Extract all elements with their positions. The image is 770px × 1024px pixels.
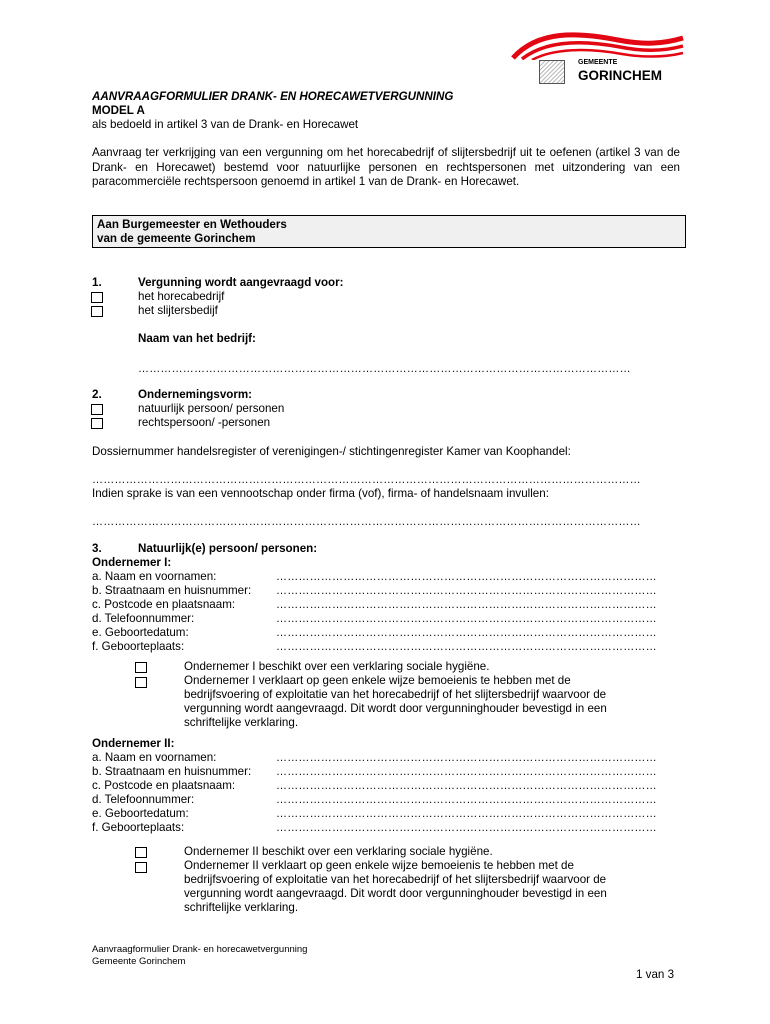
- section3-heading: Natuurlijk(e) persoon/ personen:: [138, 542, 318, 555]
- section1-heading: Vergunning wordt aangevraagd voor:: [138, 276, 344, 289]
- e2-postcode-field[interactable]: …………………………………………………………………………………………: [276, 780, 657, 792]
- checkbox-e2-no-involvement[interactable]: [135, 862, 147, 873]
- e2-declaration-line: bedrijfsvoering of exploitatie van het horecabedrijf of het slijtersbedrijf waarvoor de: [184, 873, 607, 886]
- section1-number: 1.: [92, 276, 102, 289]
- e2-field-label: c. Postcode en plaatsnaam:: [92, 779, 236, 792]
- form-model: MODEL A: [92, 104, 145, 117]
- e2-field-label: d. Telefoonnummer:: [92, 793, 195, 806]
- section2-heading: Ondernemingsvorm:: [138, 388, 253, 401]
- e1-birthplace-field[interactable]: …………………………………………………………………………………………: [276, 641, 657, 653]
- footer-municipality: Gemeente Gorinchem: [92, 956, 186, 967]
- e1-field-label: a. Naam en voornamen:: [92, 570, 217, 583]
- e1-declaration-line: schriftelijke verklaring.: [184, 716, 299, 729]
- e2-declaration-line: vergunning wordt aangevraagd. Dit wordt door vergunninghouder bevestigd in een: [184, 887, 607, 900]
- e2-phone-field[interactable]: …………………………………………………………………………………………: [276, 794, 657, 806]
- e1-birthdate-field[interactable]: …………………………………………………………………………………………: [276, 627, 657, 639]
- entrepreneur1-heading: Ondernemer I:: [92, 556, 172, 569]
- footer-form-name: Aanvraagformulier Drank- en horecawetvergunning: [92, 944, 308, 955]
- option-slijtersbedrijf: het slijtersbedijf: [138, 304, 218, 317]
- checkbox-e1-no-involvement[interactable]: [135, 677, 147, 688]
- e1-declaration-line: Ondernemer I verklaart op geen enkele wijze bemoeienis te hebben met de: [184, 674, 571, 687]
- e1-postcode-field[interactable]: …………………………………………………………………………………………: [276, 599, 657, 611]
- e1-field-label: b. Straatnaam en huisnummer:: [92, 584, 252, 597]
- e2-field-label: a. Naam en voornamen:: [92, 751, 217, 764]
- logo-small-text: GEMEENTE: [578, 59, 618, 66]
- e2-hygiene-text: Ondernemer II beschikt over een verklaring sociale hygiëne.: [184, 845, 493, 858]
- checkbox-natuurlijk-persoon[interactable]: [91, 404, 103, 415]
- e2-street-field[interactable]: …………………………………………………………………………………………: [276, 766, 657, 778]
- addressee-line2: van de gemeente Gorinchem: [97, 232, 256, 245]
- e1-phone-field[interactable]: …………………………………………………………………………………………: [276, 613, 657, 625]
- logo-waves-icon: [508, 28, 684, 60]
- checkbox-slijtersbedrijf[interactable]: [91, 306, 103, 317]
- firm-field[interactable]: …………………………………………………………………………………………………………………………………: [92, 516, 641, 528]
- e2-birthplace-field[interactable]: …………………………………………………………………………………………: [276, 822, 657, 834]
- e1-declaration-line: vergunning wordt aangevraagd. Dit wordt door vergunninghouder bevestigd in een: [184, 702, 607, 715]
- e1-name-field[interactable]: …………………………………………………………………………………………: [276, 571, 657, 583]
- form-subtitle: als bedoeld in artikel 3 van de Drank- en Horecawet: [92, 118, 359, 131]
- addressee-line1: Aan Burgemeester en Wethouders: [97, 218, 287, 231]
- option-rechtspersoon: rechtspersoon/ -personen: [138, 416, 271, 429]
- e1-declaration-line: bedrijfsvoering of exploitatie van het horecabedrijf of het slijtersbedrijf waarvoor de: [184, 688, 607, 701]
- checkbox-horecabedrijf[interactable]: [91, 292, 103, 303]
- firm-label: Indien sprake is van een vennootschap onder firma (vof), firma- of handelsnaam invullen:: [92, 487, 549, 500]
- e1-field-label: e. Geboortedatum:: [92, 626, 189, 639]
- e1-hygiene-text: Ondernemer I beschikt over een verklaring sociale hygiëne.: [184, 660, 490, 673]
- e2-field-label: e. Geboortedatum:: [92, 807, 189, 820]
- dossier-label: Dossiernummer handelsregister of verenigingen-/ stichtingenregister Kamer van Koophandel:: [92, 445, 571, 458]
- e1-field-label: c. Postcode en plaatsnaam:: [92, 598, 236, 611]
- section3-number: 3.: [92, 542, 102, 555]
- e1-field-label: f. Geboorteplaats:: [92, 640, 185, 653]
- entrepreneur2-heading: Ondernemer II:: [92, 737, 175, 750]
- section2-number: 2.: [92, 388, 102, 401]
- e2-name-field[interactable]: …………………………………………………………………………………………: [276, 752, 657, 764]
- addressee-box: [92, 215, 686, 248]
- coat-of-arms-icon: [539, 60, 565, 84]
- company-name-label: Naam van het bedrijf:: [138, 332, 256, 345]
- page-number: 1 van 3: [636, 968, 675, 981]
- e2-field-label: f. Geboorteplaats:: [92, 821, 185, 834]
- checkbox-rechtspersoon[interactable]: [91, 418, 103, 429]
- checkbox-e1-hygiene[interactable]: [135, 662, 147, 673]
- checkbox-e2-hygiene[interactable]: [135, 847, 147, 858]
- intro-paragraph: Aanvraag ter verkrijging van een vergunning om het horecabedrijf of slijtersbedrijf uit te oefenen (artikel 3 van de Drank- en Horecawet) bestemd voor natuurlijke personen en rechtspersonen met uitzondering van een paracommerciële rechtspersoon genoemd in artikel 1 van de Drank- en Horecawet.: [92, 146, 680, 189]
- option-natuurlijk-persoon: natuurlijk persoon/ personen: [138, 402, 285, 415]
- e2-field-label: b. Straatnaam en huisnummer:: [92, 765, 252, 778]
- form-title: AANVRAAGFORMULIER DRANK- EN HORECAWETVERGUNNING: [92, 90, 454, 103]
- e2-declaration-line: Ondernemer II verklaart op geen enkele wijze bemoeienis te hebben met de: [184, 859, 574, 872]
- e2-birthdate-field[interactable]: …………………………………………………………………………………………: [276, 808, 657, 820]
- dossier-field[interactable]: …………………………………………………………………………………………………………………………………: [92, 474, 641, 486]
- e1-field-label: d. Telefoonnummer:: [92, 612, 195, 625]
- e1-street-field[interactable]: …………………………………………………………………………………………: [276, 585, 657, 597]
- logo-name: GORINCHEM: [578, 68, 662, 83]
- e2-declaration-line: schriftelijke verklaring.: [184, 901, 299, 914]
- option-horecabedrijf: het horecabedrijf: [138, 290, 225, 303]
- gorinchem-logo: [508, 28, 684, 88]
- company-name-field[interactable]: ……………………………………………………………………………………………………………………: [138, 363, 631, 375]
